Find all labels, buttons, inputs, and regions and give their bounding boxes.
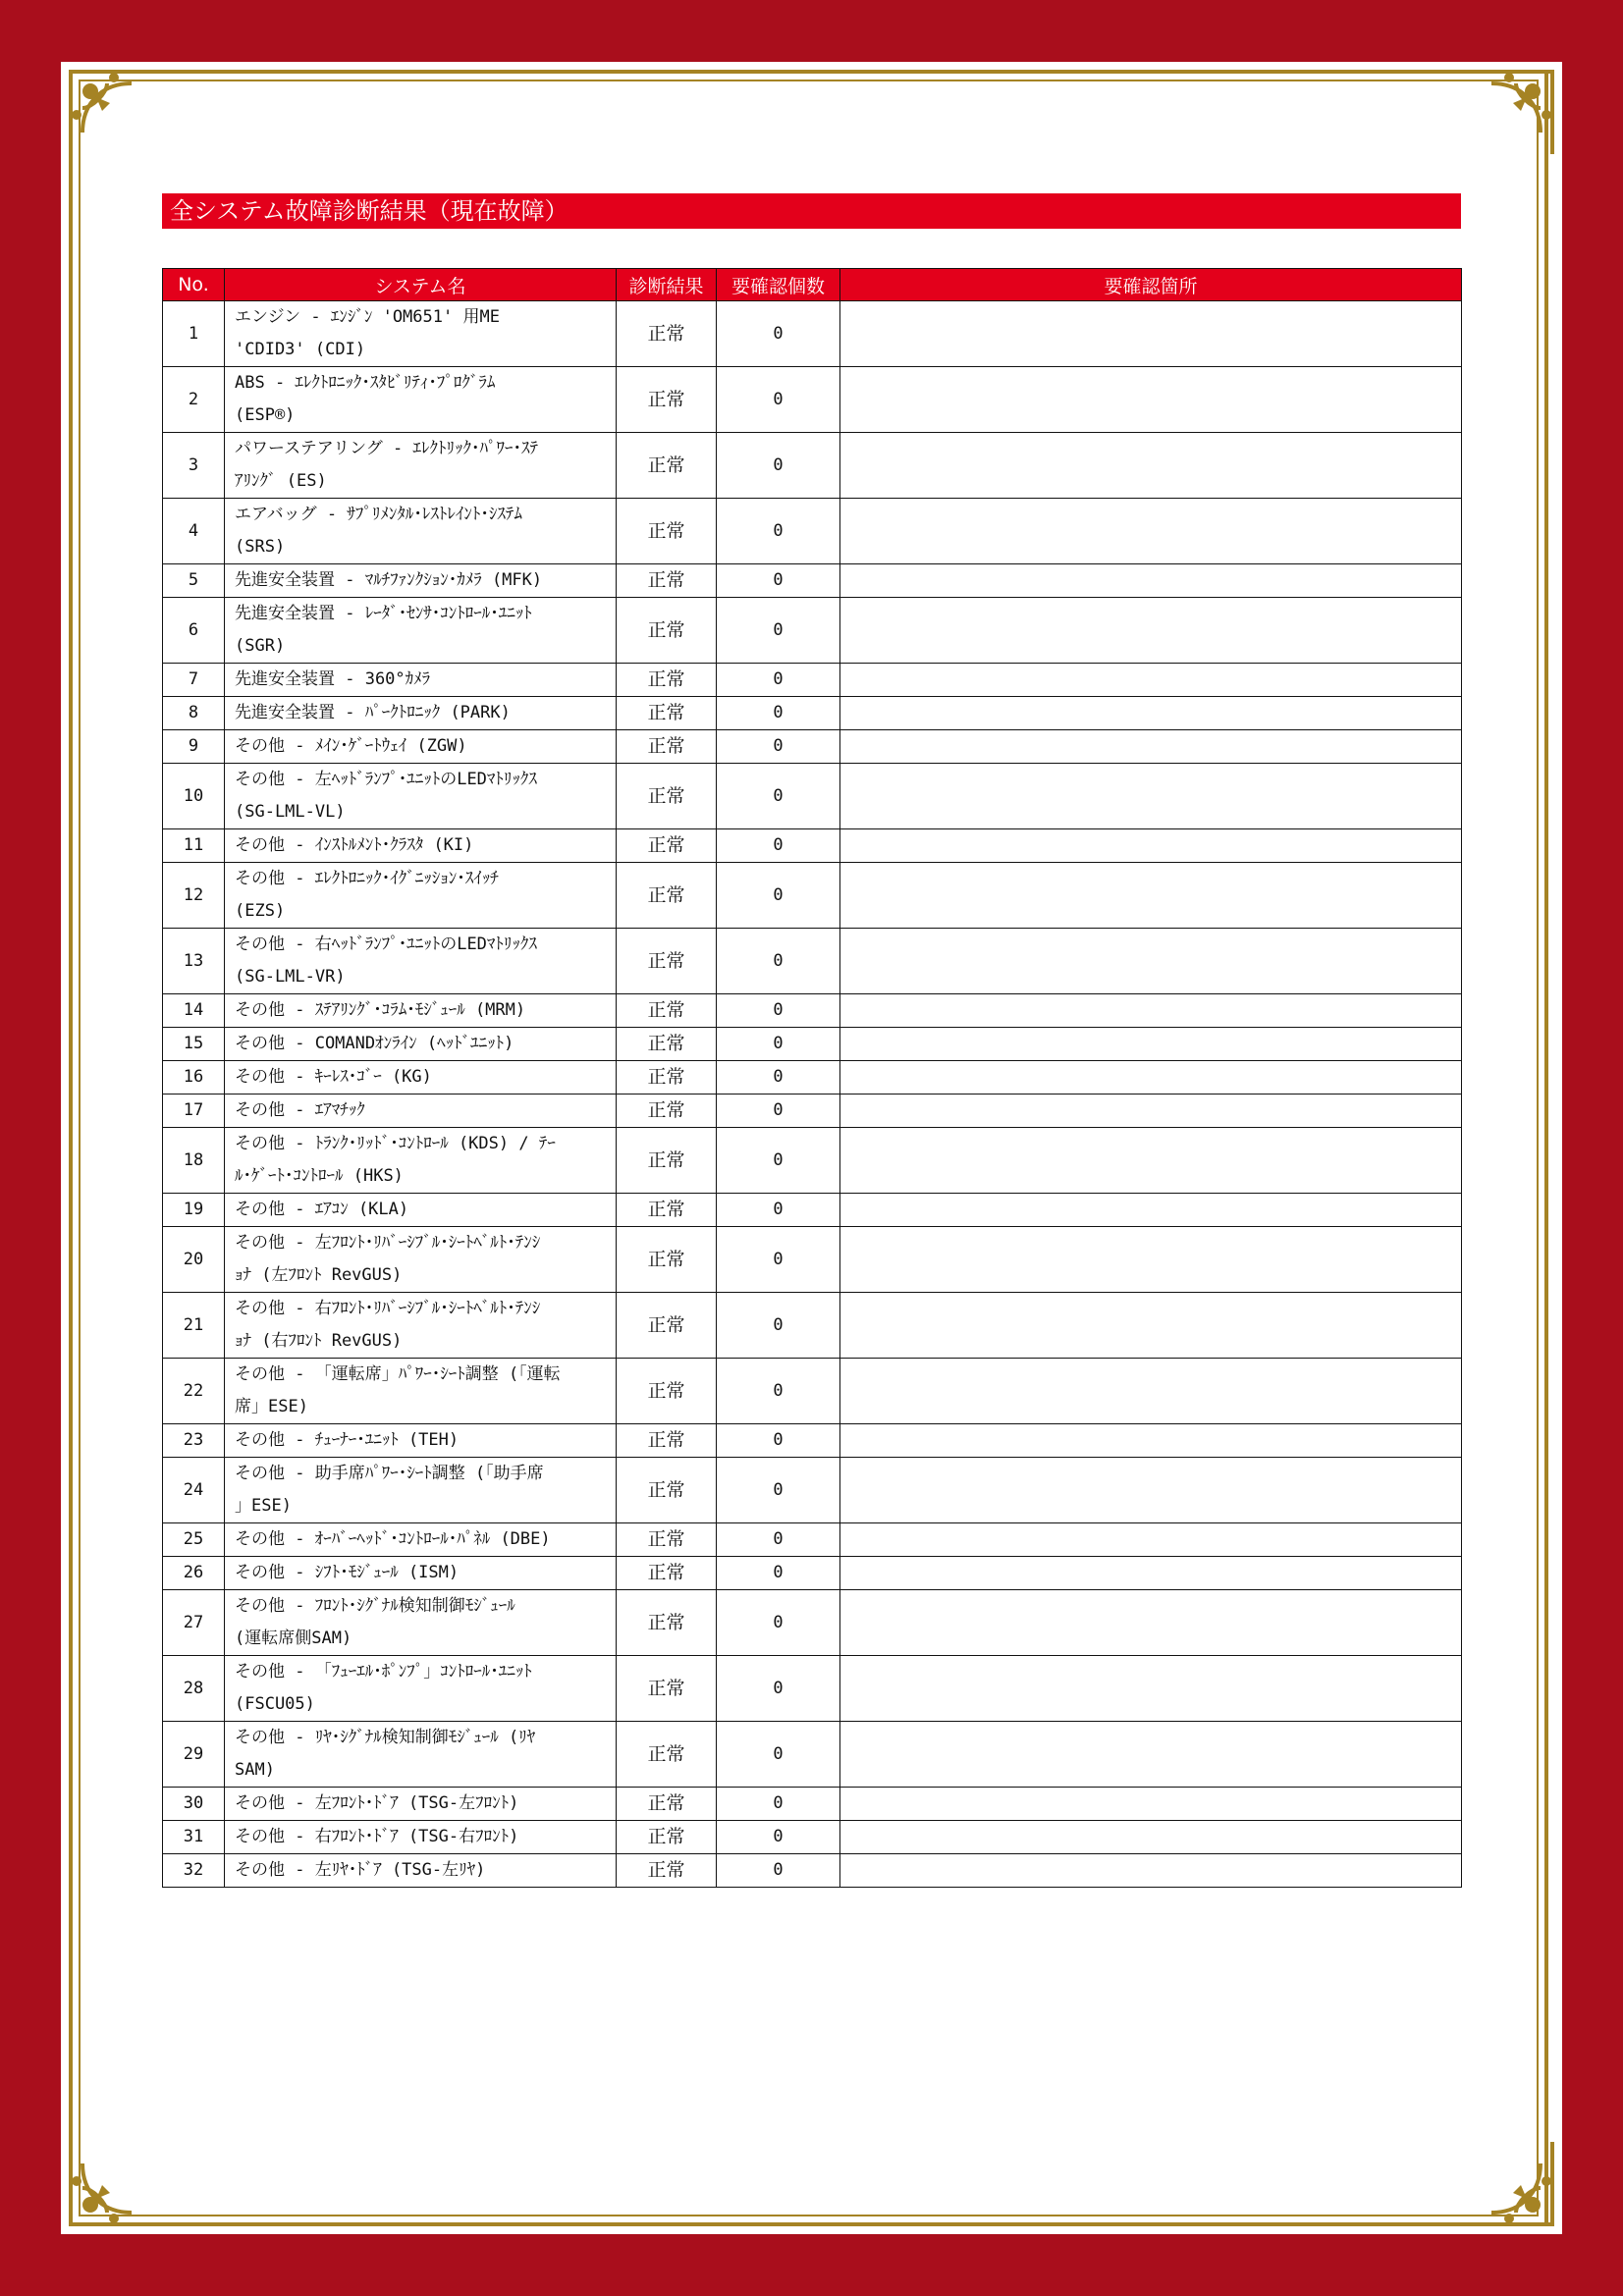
system-name-line: 」ESE) <box>235 1496 292 1516</box>
check-location <box>840 1424 1462 1458</box>
diagnosis-result: 正常 <box>617 994 717 1028</box>
system-name-cell <box>225 1061 617 1095</box>
row-number: 13 <box>163 929 225 994</box>
row-number: 15 <box>163 1028 225 1061</box>
table-row <box>163 994 1462 1028</box>
row-number: 19 <box>163 1194 225 1227</box>
corner-ornament-icon <box>1462 2134 1560 2232</box>
row-number: 14 <box>163 994 225 1028</box>
system-name-cell <box>225 1028 617 1061</box>
check-count: 0 <box>717 929 840 994</box>
diagnosis-result: 正常 <box>617 301 717 367</box>
check-count: 0 <box>717 829 840 863</box>
system-name-line: ｮﾅ (左ﾌﾛﾝﾄ RevGUS) <box>235 1265 403 1285</box>
report-title: 全システム故障診断結果（現在故障） <box>162 193 1461 229</box>
system-name-cell <box>225 367 617 433</box>
diagnosis-result: 正常 <box>617 1028 717 1061</box>
table-row <box>163 697 1462 730</box>
check-location <box>840 1557 1462 1590</box>
system-name-line: ｱﾘﾝｸﾞ (ES) <box>235 471 327 491</box>
row-number: 32 <box>163 1854 225 1888</box>
system-name-line: (FSCU05) <box>235 1694 315 1714</box>
check-location <box>840 1061 1462 1095</box>
check-count: 0 <box>717 1061 840 1095</box>
system-name-line: エアバッグ - ｻﾌﾟﾘﾒﾝﾀﾙ･ﾚｽﾄﾚｲﾝﾄ･ｼｽﾃﾑ <box>235 505 522 524</box>
check-count: 0 <box>717 1293 840 1359</box>
header-system-name: システム名 <box>225 269 617 301</box>
diagnosis-result: 正常 <box>617 1061 717 1095</box>
diagnosis-result: 正常 <box>617 1194 717 1227</box>
row-number: 29 <box>163 1722 225 1788</box>
diagnosis-result: 正常 <box>617 1293 717 1359</box>
table-row <box>163 1854 1462 1888</box>
system-name-line: (ESP®) <box>235 405 296 425</box>
check-location <box>840 301 1462 367</box>
system-name-line: その他 - ｴﾚｸﾄﾛﾆｯｸ･ｲｸﾞﾆｯｼｮﾝ･ｽｲｯﾁ <box>235 869 499 888</box>
system-name-line: その他 - 右ﾌﾛﾝﾄ･ﾄﾞｱ (TSG-右ﾌﾛﾝﾄ) <box>235 1827 519 1846</box>
check-count: 0 <box>717 863 840 929</box>
check-count: 0 <box>717 764 840 829</box>
row-number: 5 <box>163 564 225 598</box>
check-count: 0 <box>717 1028 840 1061</box>
system-name-cell <box>225 697 617 730</box>
check-count: 0 <box>717 1128 840 1194</box>
row-number: 12 <box>163 863 225 929</box>
system-name-line: その他 - ﾌﾛﾝﾄ･ｼｸﾞﾅﾙ検知制御ﾓｼﾞｭｰﾙ <box>235 1596 515 1616</box>
table-row <box>163 1557 1462 1590</box>
system-name-cell <box>225 1128 617 1194</box>
check-location <box>840 1194 1462 1227</box>
diagnosis-result: 正常 <box>617 829 717 863</box>
table-row <box>163 1424 1462 1458</box>
system-name-cell <box>225 829 617 863</box>
check-count: 0 <box>717 1095 840 1128</box>
check-location <box>840 664 1462 697</box>
system-name-cell <box>225 764 617 829</box>
check-count: 0 <box>717 664 840 697</box>
system-name-line: その他 - ｴｱﾏﾁｯｸ <box>235 1100 365 1120</box>
row-number: 20 <box>163 1227 225 1293</box>
diagnosis-result: 正常 <box>617 764 717 829</box>
row-number: 24 <box>163 1458 225 1523</box>
row-number: 30 <box>163 1788 225 1821</box>
table-row <box>163 564 1462 598</box>
system-name-line: (SG-LML-VR) <box>235 967 346 987</box>
check-location <box>840 1854 1462 1888</box>
check-location <box>840 1722 1462 1788</box>
diagnosis-result: 正常 <box>617 1458 717 1523</box>
row-number: 1 <box>163 301 225 367</box>
system-name-cell <box>225 664 617 697</box>
check-location <box>840 994 1462 1028</box>
row-number: 3 <box>163 433 225 499</box>
check-count: 0 <box>717 1821 840 1854</box>
system-name-cell <box>225 1523 617 1557</box>
table-row <box>163 1359 1462 1424</box>
system-name-cell <box>225 863 617 929</box>
system-name-cell <box>225 301 617 367</box>
check-count: 0 <box>717 994 840 1028</box>
system-name-cell <box>225 499 617 564</box>
row-number: 23 <box>163 1424 225 1458</box>
table-row <box>163 1028 1462 1061</box>
diagnosis-result: 正常 <box>617 499 717 564</box>
table-body <box>163 301 1462 1888</box>
diagnosis-result: 正常 <box>617 1227 717 1293</box>
check-location <box>840 598 1462 664</box>
diagnosis-result: 正常 <box>617 1854 717 1888</box>
check-location <box>840 564 1462 598</box>
system-name-line: 'CDID3' (CDI) <box>235 340 366 359</box>
row-number: 7 <box>163 664 225 697</box>
system-name-line: その他 - ｽﾃｱﾘﾝｸﾞ･ｺﾗﾑ･ﾓｼﾞｭｰﾙ (MRM) <box>235 1000 526 1020</box>
check-location <box>840 433 1462 499</box>
system-name-line: エンジン - ｴﾝｼﾞﾝ 'OM651' 用ME <box>235 307 500 327</box>
row-number: 4 <box>163 499 225 564</box>
system-name-cell <box>225 929 617 994</box>
system-name-line: (SRS) <box>235 537 286 557</box>
system-name-cell <box>225 598 617 664</box>
diagnosis-result: 正常 <box>617 730 717 764</box>
table-row <box>163 433 1462 499</box>
check-location <box>840 1656 1462 1722</box>
row-number: 27 <box>163 1590 225 1656</box>
diagnosis-result: 正常 <box>617 664 717 697</box>
table-row <box>163 1128 1462 1194</box>
row-number: 16 <box>163 1061 225 1095</box>
check-count: 0 <box>717 564 840 598</box>
system-name-line: その他 - 右ﾌﾛﾝﾄ･ﾘﾊﾞｰｼﾌﾞﾙ･ｼｰﾄﾍﾞﾙﾄ･ﾃﾝｼ <box>235 1299 541 1318</box>
system-name-line: その他 - ﾄﾗﾝｸ･ﾘｯﾄﾞ･ｺﾝﾄﾛｰﾙ (KDS) / ﾃｰ <box>235 1134 556 1153</box>
table-row <box>163 598 1462 664</box>
system-name-line: ｮﾅ (右ﾌﾛﾝﾄ RevGUS) <box>235 1331 403 1351</box>
system-name-line: (SGR) <box>235 636 286 656</box>
system-name-line: 先進安全装置 - ﾚｰﾀﾞ･ｾﾝｻ･ｺﾝﾄﾛｰﾙ･ﾕﾆｯﾄ <box>235 604 532 623</box>
check-count: 0 <box>717 1854 840 1888</box>
check-location <box>840 1227 1462 1293</box>
system-name-cell <box>225 1359 617 1424</box>
row-number: 28 <box>163 1656 225 1722</box>
system-name-line: その他 - 左ﾍｯﾄﾞﾗﾝﾌﾟ･ﾕﾆｯﾄのLEDﾏﾄﾘｯｸｽ <box>235 770 537 789</box>
system-name-line: その他 - 「運転席」ﾊﾟﾜｰ･ｼｰﾄ調整 (「運転 <box>235 1364 561 1384</box>
check-count: 0 <box>717 1359 840 1424</box>
row-number: 18 <box>163 1128 225 1194</box>
check-count: 0 <box>717 1590 840 1656</box>
system-name-line: パワーステアリング - ｴﾚｸﾄﾘｯｸ･ﾊﾟﾜｰ･ｽﾃ <box>235 439 538 458</box>
system-name-cell <box>225 1854 617 1888</box>
table-row <box>163 1095 1462 1128</box>
check-count: 0 <box>717 697 840 730</box>
system-name-line: SAM) <box>235 1760 275 1780</box>
table-row <box>163 1061 1462 1095</box>
table-row <box>163 863 1462 929</box>
table-header-row <box>163 269 1462 301</box>
system-name-cell <box>225 1557 617 1590</box>
row-number: 22 <box>163 1359 225 1424</box>
corner-ornament-icon <box>63 2134 161 2232</box>
diagnosis-result: 正常 <box>617 1424 717 1458</box>
diagnosis-result: 正常 <box>617 697 717 730</box>
row-number: 17 <box>163 1095 225 1128</box>
system-name-line: その他 - 左ﾌﾛﾝﾄ･ﾄﾞｱ (TSG-左ﾌﾛﾝﾄ) <box>235 1793 519 1813</box>
check-count: 0 <box>717 433 840 499</box>
table-row <box>163 1293 1462 1359</box>
header-check-location: 要確認箇所 <box>840 269 1462 301</box>
table-row <box>163 1227 1462 1293</box>
corner-ornament-icon <box>1462 64 1560 162</box>
system-name-line: その他 - ﾘﾔ･ｼｸﾞﾅﾙ検知制御ﾓｼﾞｭｰﾙ (ﾘﾔ <box>235 1728 536 1747</box>
check-count: 0 <box>717 1523 840 1557</box>
system-name-line: その他 - ｲﾝｽﾄﾙﾒﾝﾄ･ｸﾗｽﾀ (KI) <box>235 835 474 855</box>
system-name-line: 先進安全装置 - ﾏﾙﾁﾌｧﾝｸｼｮﾝ･ｶﾒﾗ (MFK) <box>235 570 543 590</box>
table-row <box>163 1656 1462 1722</box>
system-name-cell <box>225 1194 617 1227</box>
check-location <box>840 367 1462 433</box>
check-location <box>840 1458 1462 1523</box>
table-row <box>163 301 1462 367</box>
table-row <box>163 1523 1462 1557</box>
table-row <box>163 730 1462 764</box>
diagnosis-result: 正常 <box>617 1788 717 1821</box>
diagnosis-result: 正常 <box>617 863 717 929</box>
system-name-line: ABS - ｴﾚｸﾄﾛﾆｯｸ･ｽﾀﾋﾞﾘﾃｨ･ﾌﾟﾛｸﾞﾗﾑ <box>235 373 496 393</box>
table-row <box>163 1788 1462 1821</box>
row-number: 2 <box>163 367 225 433</box>
row-number: 25 <box>163 1523 225 1557</box>
row-number: 8 <box>163 697 225 730</box>
system-name-line: その他 - 助手席ﾊﾟﾜｰ･ｼｰﾄ調整 (「助手席 <box>235 1464 544 1483</box>
table-row <box>163 1458 1462 1523</box>
diagnosis-result: 正常 <box>617 929 717 994</box>
diagnosis-result: 正常 <box>617 598 717 664</box>
table-row <box>163 1194 1462 1227</box>
diagnosis-result: 正常 <box>617 1095 717 1128</box>
diagnosis-result: 正常 <box>617 1128 717 1194</box>
diagnosis-result: 正常 <box>617 1656 717 1722</box>
system-name-line: その他 - 右ﾍｯﾄﾞﾗﾝﾌﾟ･ﾕﾆｯﾄのLEDﾏﾄﾘｯｸｽ <box>235 934 537 954</box>
table-row <box>163 764 1462 829</box>
check-location <box>840 1028 1462 1061</box>
header-check-count: 要確認個数 <box>717 269 840 301</box>
check-count: 0 <box>717 1424 840 1458</box>
check-location <box>840 730 1462 764</box>
check-location <box>840 764 1462 829</box>
system-name-line: その他 - ｷｰﾚｽ･ｺﾞｰ (KG) <box>235 1067 432 1087</box>
check-location <box>840 1128 1462 1194</box>
system-name-line: その他 - 「ﾌｭｰｴﾙ･ﾎﾟﾝﾌﾟ」ｺﾝﾄﾛｰﾙ･ﾕﾆｯﾄ <box>235 1662 532 1682</box>
check-count: 0 <box>717 301 840 367</box>
system-name-line: (運転席側SAM) <box>235 1629 352 1648</box>
diagnosis-result: 正常 <box>617 1557 717 1590</box>
system-name-line: 先進安全装置 - ﾊﾟｰｸﾄﾛﾆｯｸ (PARK) <box>235 703 511 722</box>
check-location <box>840 1821 1462 1854</box>
check-location <box>840 929 1462 994</box>
check-location <box>840 1523 1462 1557</box>
system-name-cell <box>225 730 617 764</box>
system-name-cell <box>225 1424 617 1458</box>
diagnosis-result: 正常 <box>617 564 717 598</box>
system-name-cell <box>225 1293 617 1359</box>
check-location <box>840 499 1462 564</box>
system-name-line: その他 - 左ﾘﾔ･ﾄﾞｱ (TSG-左ﾘﾔ) <box>235 1860 486 1880</box>
check-location <box>840 863 1462 929</box>
system-name-line: その他 - ｵｰﾊﾞｰﾍｯﾄﾞ･ｺﾝﾄﾛｰﾙ･ﾊﾟﾈﾙ (DBE) <box>235 1529 551 1549</box>
check-location <box>840 829 1462 863</box>
diagnosis-result: 正常 <box>617 1722 717 1788</box>
row-number: 11 <box>163 829 225 863</box>
check-location <box>840 1293 1462 1359</box>
check-location <box>840 697 1462 730</box>
check-count: 0 <box>717 1656 840 1722</box>
table-row <box>163 829 1462 863</box>
header-no: No. <box>163 269 225 301</box>
diagnosis-result: 正常 <box>617 1821 717 1854</box>
row-number: 26 <box>163 1557 225 1590</box>
table-row <box>163 1722 1462 1788</box>
check-location <box>840 1359 1462 1424</box>
table-row <box>163 664 1462 697</box>
check-count: 0 <box>717 1788 840 1821</box>
system-name-line: その他 - 左ﾌﾛﾝﾄ･ﾘﾊﾞｰｼﾌﾞﾙ･ｼｰﾄﾍﾞﾙﾄ･ﾃﾝｼ <box>235 1233 541 1253</box>
check-count: 0 <box>717 1722 840 1788</box>
system-name-line: その他 - ﾒｲﾝ･ｹﾞｰﾄｳｪｲ (ZGW) <box>235 736 467 756</box>
check-count: 0 <box>717 598 840 664</box>
system-name-cell <box>225 564 617 598</box>
system-name-cell <box>225 1656 617 1722</box>
system-name-cell <box>225 1788 617 1821</box>
check-count: 0 <box>717 1227 840 1293</box>
row-number: 21 <box>163 1293 225 1359</box>
system-name-line: (SG-LML-VL) <box>235 802 346 822</box>
row-number: 31 <box>163 1821 225 1854</box>
system-name-cell <box>225 1821 617 1854</box>
table-row <box>163 1590 1462 1656</box>
table-row <box>163 929 1462 994</box>
check-count: 0 <box>717 367 840 433</box>
diagnosis-table <box>162 268 1462 1888</box>
check-location <box>840 1788 1462 1821</box>
check-count: 0 <box>717 1557 840 1590</box>
diagnosis-result: 正常 <box>617 367 717 433</box>
table-row <box>163 499 1462 564</box>
system-name-cell <box>225 433 617 499</box>
diagnosis-result: 正常 <box>617 1523 717 1557</box>
table-row <box>163 1821 1462 1854</box>
system-name-line: ﾙ･ｹﾞｰﾄ･ｺﾝﾄﾛｰﾙ (HKS) <box>235 1166 404 1186</box>
system-name-cell <box>225 1458 617 1523</box>
system-name-line: その他 - ﾁｭｰﾅｰ･ﾕﾆｯﾄ (TEH) <box>235 1430 460 1450</box>
check-location <box>840 1590 1462 1656</box>
check-location <box>840 1095 1462 1128</box>
system-name-cell <box>225 1722 617 1788</box>
system-name-cell <box>225 1590 617 1656</box>
row-number: 9 <box>163 730 225 764</box>
system-name-line: 先進安全装置 - 360°ｶﾒﾗ <box>235 669 431 689</box>
system-name-cell <box>225 1095 617 1128</box>
check-count: 0 <box>717 1194 840 1227</box>
diagnosis-result: 正常 <box>617 433 717 499</box>
table-row <box>163 367 1462 433</box>
system-name-line: 席」ESE) <box>235 1397 308 1416</box>
system-name-line: その他 - COMANDｵﾝﾗｲﾝ (ﾍｯﾄﾞﾕﾆｯﾄ) <box>235 1034 514 1053</box>
check-count: 0 <box>717 730 840 764</box>
diagnosis-result: 正常 <box>617 1590 717 1656</box>
corner-ornament-icon <box>63 64 161 162</box>
diagnosis-result: 正常 <box>617 1359 717 1424</box>
header-result: 診断結果 <box>617 269 717 301</box>
system-name-line: その他 - ｼﾌﾄ･ﾓｼﾞｭｰﾙ (ISM) <box>235 1563 460 1582</box>
system-name-line: (EZS) <box>235 901 286 921</box>
row-number: 6 <box>163 598 225 664</box>
row-number: 10 <box>163 764 225 829</box>
check-count: 0 <box>717 499 840 564</box>
check-count: 0 <box>717 1458 840 1523</box>
system-name-cell <box>225 1227 617 1293</box>
system-name-line: その他 - ｴｱｺﾝ (KLA) <box>235 1200 409 1219</box>
system-name-cell <box>225 994 617 1028</box>
